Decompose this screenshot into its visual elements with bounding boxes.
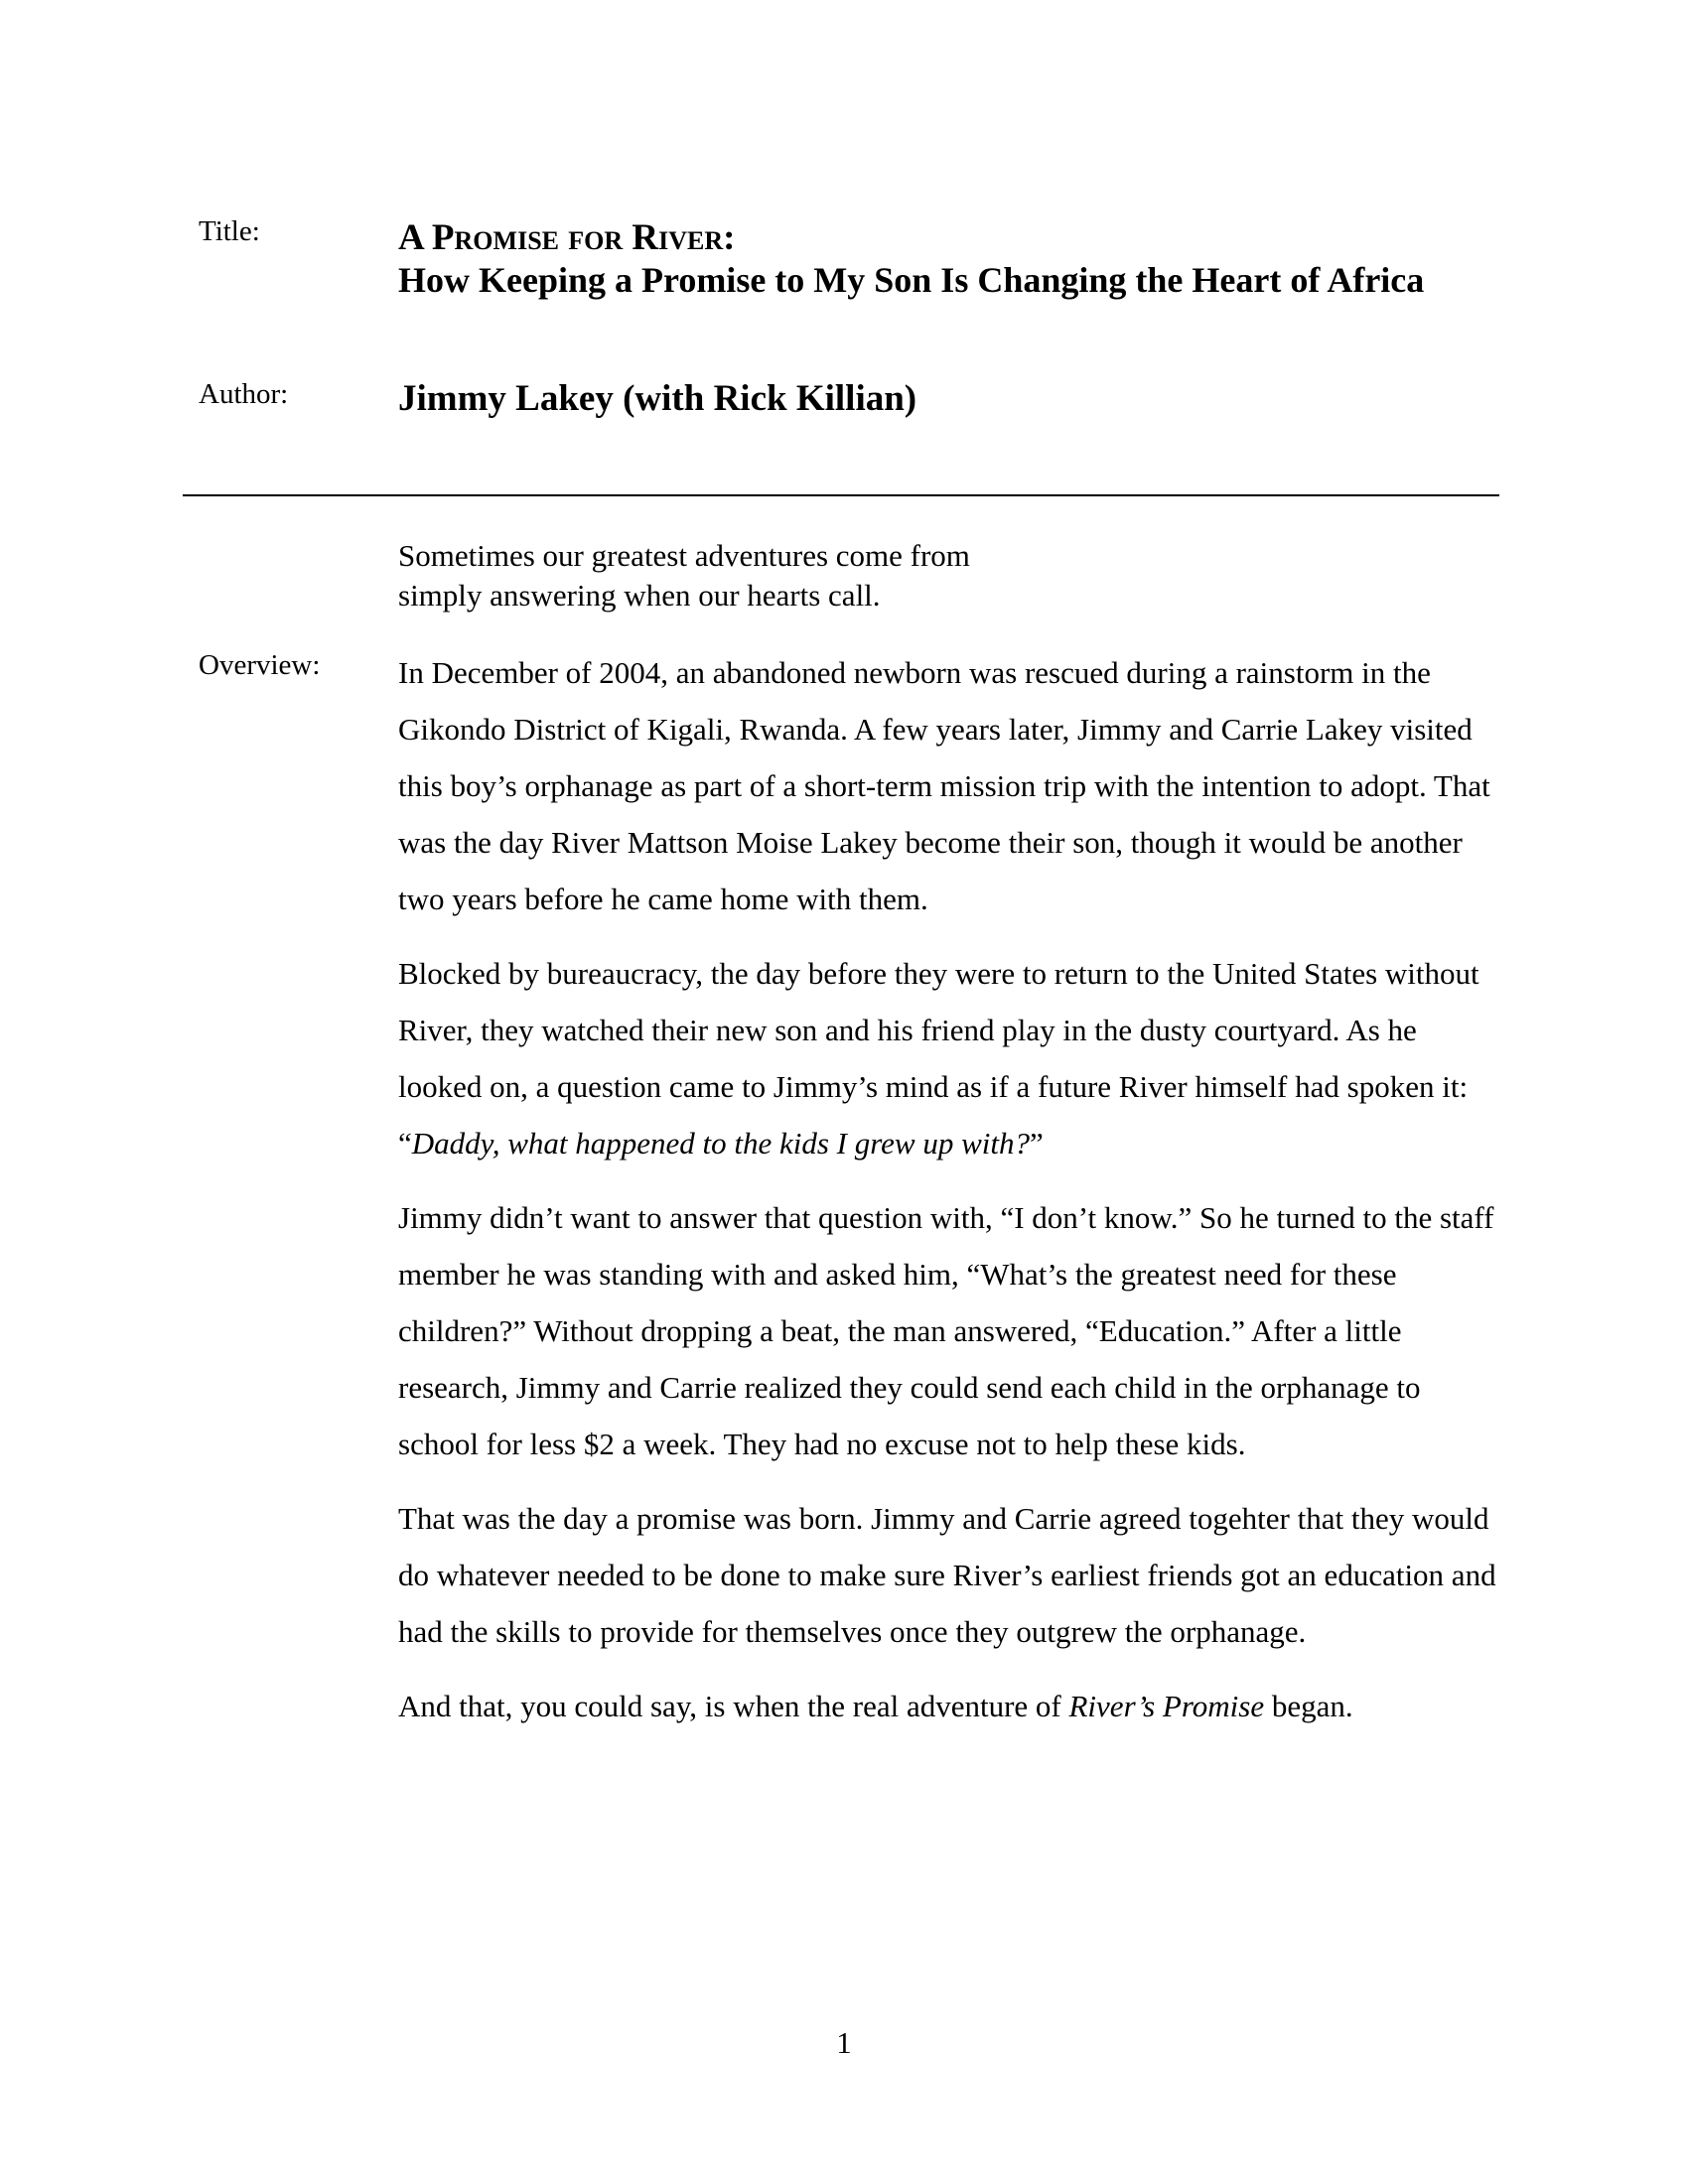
overview-paragraph-3: Jimmy didn’t want to answer that question with, “I don’t know.” So he turned to the staff member he was standing with and asked him, “What’s the greatest need for these children?” Without dropping a beat, the man answered, “Education.” After a little research, Jimmy and Carrie realized they could send each child in the orphanage to school for less $2 a week. They had no excuse not to help these kids. (398, 1200, 1494, 1461)
overview-paragraph-2-text: Blocked by bureaucracy, the day before they were to return to the United States without River, they watched their new son and his friend play in the dusty courtyard. As he looked on, a question came to Jimmy’s mind as if a future River himself had spoken it: “ (398, 956, 1479, 1160)
epigraph-line1: Sometimes our greatest adventures come from (398, 538, 970, 573)
book-title (398, 216, 1490, 302)
title-label: Title: (199, 215, 260, 247)
overview-label: Overview: (199, 649, 321, 681)
book-title-line1: A Promise for River: (398, 217, 736, 258)
overview-paragraph-2-end: ” (1030, 1126, 1044, 1160)
author-label: Author: (199, 378, 289, 410)
overview-paragraph-5-end: began. (1264, 1689, 1353, 1723)
overview-paragraph-1: In December of 2004, an abandoned newborn was rescued during a rainstorm in the Gikondo District of Kigali, Rwanda. A few years later, Jimmy and Carrie Lakey visited this boy’s orphanage as part of a short-term mission trip with the intention to adopt. That was the day River Mattson Moise Lakey become their son, though it would be another two years before he came home with them. (398, 655, 1490, 916)
overview-paragraph-2-quote: Daddy, what happened to the kids I grew up with? (411, 1126, 1031, 1160)
horizontal-rule (183, 494, 1499, 496)
overview-body (398, 644, 1500, 1752)
overview-paragraph-4: That was the day a promise was born. Jimmy and Carrie agreed togehter that they would do whatever needed to be done to make sure River’s earliest friends got an education and had the skills to provide for themselves once they outgrew the orphanage. (398, 1501, 1496, 1649)
overview-paragraph-5-title: River’s Promise (1068, 1689, 1265, 1723)
book-title-line2: How Keeping a Promise to My Son Is Changing the Heart of Africa (398, 260, 1425, 300)
overview-paragraph-2 (398, 945, 1500, 1171)
author-name: Jimmy Lakey (with Rick Killian) (398, 378, 917, 419)
page-number: 1 (836, 2025, 852, 2060)
overview-paragraph-5-text: And that, you could say, is when the real adventure of (398, 1689, 1069, 1723)
epigraph (398, 536, 1093, 615)
epigraph-line2: simply answering when our hearts call. (398, 578, 881, 613)
overview-paragraph-5 (398, 1678, 1500, 1734)
